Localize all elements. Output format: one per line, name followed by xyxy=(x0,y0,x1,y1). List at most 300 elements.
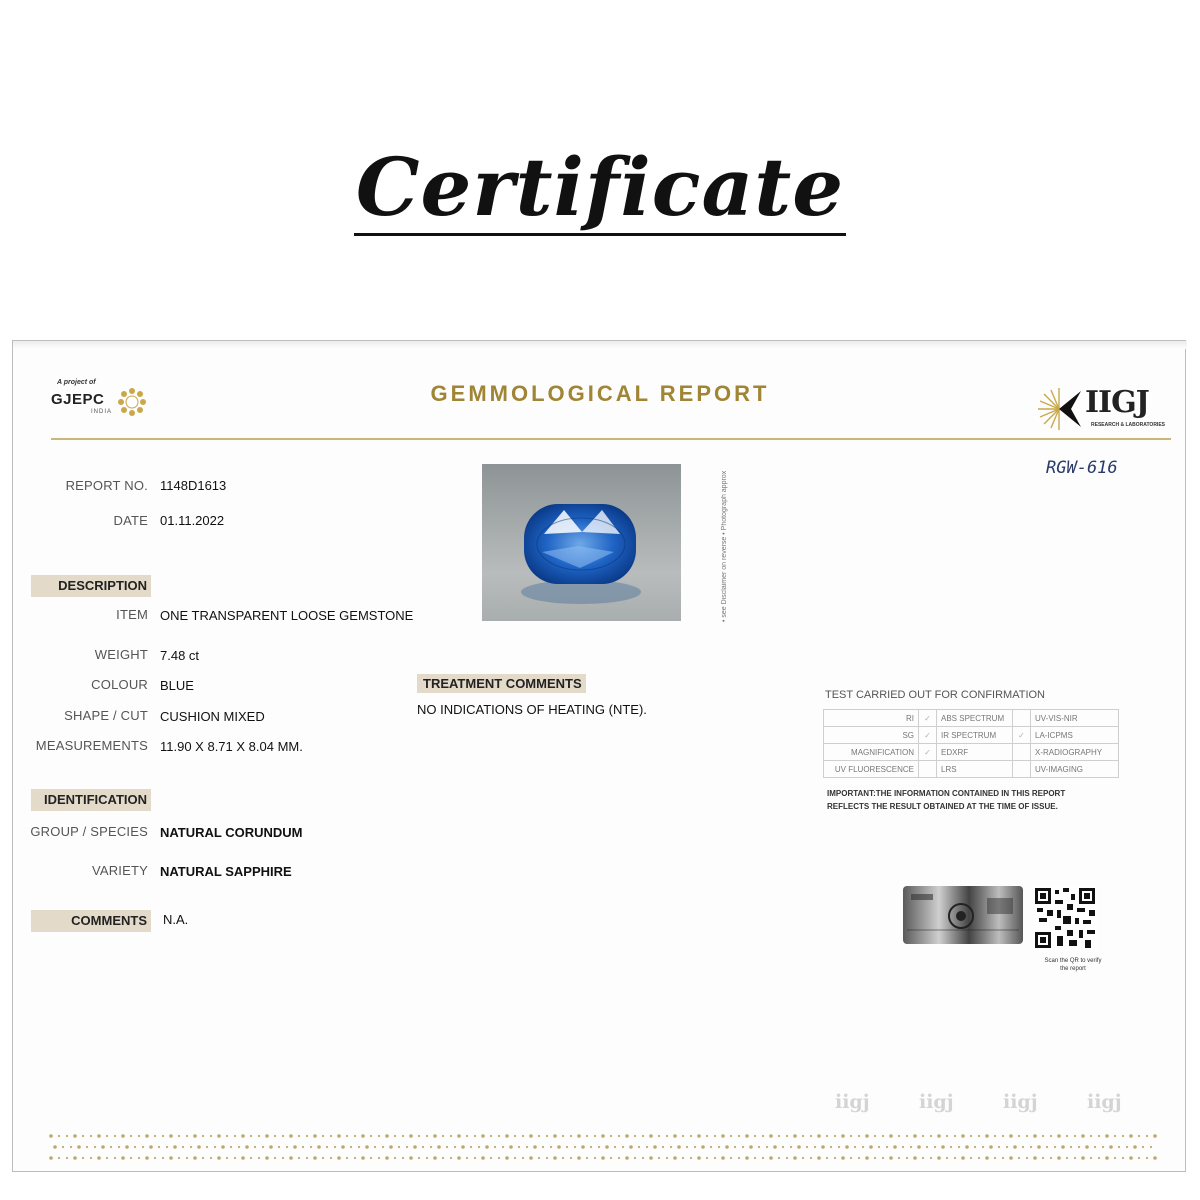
decorative-dot xyxy=(234,1135,236,1137)
decorative-dot xyxy=(334,1146,336,1148)
decorative-dot xyxy=(145,1156,149,1160)
decorative-dot xyxy=(169,1134,173,1138)
decorative-dot xyxy=(946,1135,948,1137)
decorative-dot xyxy=(946,1157,948,1159)
decorative-dot xyxy=(346,1157,348,1159)
decorative-dot xyxy=(625,1134,629,1138)
important-text: THE INFORMATION CONTAINED IN THIS REPORT REFLECTS THE RESULT OBTAINED AT THE TIME OF ISSUE. xyxy=(827,789,1066,811)
decorative-dot xyxy=(330,1135,332,1137)
decorative-dot xyxy=(73,1156,77,1160)
decorative-dot xyxy=(1009,1156,1013,1160)
decorative-dot xyxy=(498,1157,500,1159)
decorative-dot xyxy=(769,1134,773,1138)
gemstone-photo xyxy=(482,464,681,621)
decorative-dot xyxy=(730,1157,732,1159)
decorative-dot xyxy=(970,1157,972,1159)
decorative-dot xyxy=(778,1135,780,1137)
decorative-dot xyxy=(694,1146,696,1148)
decorative-dot xyxy=(337,1134,341,1138)
decorative-dot xyxy=(773,1145,777,1149)
decorative-dot xyxy=(893,1145,897,1149)
decorative-dot xyxy=(350,1146,352,1148)
decorative-dot xyxy=(834,1135,836,1137)
decorative-dot xyxy=(221,1145,225,1149)
tests-row xyxy=(824,727,1119,744)
decorative-dot xyxy=(878,1146,880,1148)
decorative-dot xyxy=(322,1135,324,1137)
decorative-dot xyxy=(538,1135,540,1137)
decorative-dot xyxy=(841,1156,845,1160)
decorative-dot xyxy=(1070,1146,1072,1148)
decorative-dot xyxy=(234,1157,236,1159)
decorative-dot xyxy=(282,1135,284,1137)
decorative-dot xyxy=(437,1145,441,1149)
decorative-dot xyxy=(114,1157,116,1159)
decorative-dot xyxy=(649,1156,653,1160)
decorative-dot xyxy=(546,1135,548,1137)
decorative-dot xyxy=(838,1146,840,1148)
decorative-dot xyxy=(821,1145,825,1149)
decorative-dot xyxy=(898,1157,900,1159)
decorative-dot xyxy=(70,1146,72,1148)
decorative-dot xyxy=(982,1146,984,1148)
decorative-dot xyxy=(1109,1145,1113,1149)
decorative-dot xyxy=(370,1157,372,1159)
decorative-dot xyxy=(758,1146,760,1148)
decorative-dot xyxy=(1098,1135,1100,1137)
decorative-dot xyxy=(306,1157,308,1159)
decorative-dot xyxy=(206,1146,208,1148)
decorative-dot xyxy=(186,1135,188,1137)
decorative-dot xyxy=(570,1135,572,1137)
decorative-dot xyxy=(202,1157,204,1159)
test-cell: RI xyxy=(824,710,919,727)
decorative-dot xyxy=(1094,1146,1096,1148)
decorative-dot xyxy=(101,1145,105,1149)
decorative-dot xyxy=(214,1146,216,1148)
decorative-dot xyxy=(1102,1146,1104,1148)
decorative-dot xyxy=(442,1157,444,1159)
decorative-dot xyxy=(49,1134,53,1138)
sapphire-gem-image xyxy=(482,464,681,621)
decorative-dot xyxy=(658,1135,660,1137)
decorative-dot xyxy=(154,1157,156,1159)
decorative-dot xyxy=(686,1146,688,1148)
colour-label: COLOUR xyxy=(91,677,148,692)
decorative-dot xyxy=(370,1135,372,1137)
decorative-dot xyxy=(365,1145,369,1149)
decorative-dot xyxy=(634,1157,636,1159)
decorative-dot xyxy=(118,1146,120,1148)
decorative-dot xyxy=(481,1134,485,1138)
decorative-dot xyxy=(1081,1134,1085,1138)
decorative-dot xyxy=(1066,1157,1068,1159)
decorative-dot xyxy=(714,1157,716,1159)
decorative-dot xyxy=(922,1157,924,1159)
decorative-dot xyxy=(457,1134,461,1138)
decorative-dot xyxy=(706,1135,708,1137)
decorative-dot xyxy=(642,1157,644,1159)
decorative-dot xyxy=(1033,1134,1037,1138)
test-check: ✓ xyxy=(919,744,937,761)
decorative-dot xyxy=(882,1157,884,1159)
decorative-dot xyxy=(481,1156,485,1160)
decorative-dot xyxy=(786,1157,788,1159)
decorative-dot xyxy=(238,1146,240,1148)
decorative-dot xyxy=(762,1157,764,1159)
group-label: GROUP / SPECIES xyxy=(30,824,148,839)
decorative-dot xyxy=(1105,1156,1109,1160)
decorative-dot xyxy=(509,1145,513,1149)
decorative-dot xyxy=(361,1156,365,1160)
decorative-dot xyxy=(389,1145,393,1149)
decorative-dot xyxy=(802,1135,804,1137)
decorative-dot xyxy=(850,1135,852,1137)
decorative-dot xyxy=(341,1145,345,1149)
decorative-dot xyxy=(134,1146,136,1148)
certificate-sheet xyxy=(12,340,1186,1172)
test-cell: X-RADIOGRAPHY xyxy=(1031,744,1119,761)
decorative-dot xyxy=(1129,1156,1133,1160)
decorative-dot xyxy=(337,1156,341,1160)
decorative-dot xyxy=(358,1146,360,1148)
decorative-dot xyxy=(697,1156,701,1160)
decorative-dot xyxy=(1030,1146,1032,1148)
decorative-dot xyxy=(817,1156,821,1160)
decorative-dot xyxy=(994,1135,996,1137)
decorative-dot xyxy=(110,1146,112,1148)
decorative-dot xyxy=(313,1156,317,1160)
decorative-dot xyxy=(906,1135,908,1137)
report-heading: GEMMOLOGICAL REPORT xyxy=(430,381,770,406)
decorative-dot xyxy=(566,1146,568,1148)
decorative-dot xyxy=(409,1134,413,1138)
item-label: ITEM xyxy=(116,607,148,622)
decorative-dot xyxy=(518,1146,520,1148)
decorative-dot xyxy=(1050,1135,1052,1137)
decorative-dot xyxy=(53,1145,57,1149)
decorative-dot xyxy=(310,1146,312,1148)
decorative-dot xyxy=(706,1157,708,1159)
qr-code-icon[interactable] xyxy=(1033,886,1097,950)
decorative-dot xyxy=(666,1135,668,1137)
test-cell: UV-IMAGING xyxy=(1031,761,1119,778)
page-title-text: Certificate xyxy=(355,140,845,234)
decorative-dot xyxy=(865,1156,869,1160)
decorative-dot xyxy=(226,1135,228,1137)
decorative-dot xyxy=(673,1134,677,1138)
decorative-dot xyxy=(886,1146,888,1148)
decorative-dot xyxy=(186,1157,188,1159)
decorative-dot xyxy=(653,1145,657,1149)
decorative-dot xyxy=(1018,1157,1020,1159)
tests-table xyxy=(823,709,1119,778)
decorative-dot xyxy=(858,1157,860,1159)
decorative-dot xyxy=(466,1135,468,1137)
decorative-dot xyxy=(718,1146,720,1148)
decorative-dot xyxy=(378,1157,380,1159)
decorative-dot xyxy=(1090,1135,1092,1137)
variety-label: VARIETY xyxy=(91,863,148,878)
decorative-dot xyxy=(961,1134,965,1138)
decorative-dot xyxy=(1153,1134,1157,1138)
decorative-dot xyxy=(422,1146,424,1148)
group-value: NATURAL CORUNDUM xyxy=(160,825,303,840)
test-check xyxy=(919,761,937,778)
decorative-dot xyxy=(121,1134,125,1138)
decorative-dot xyxy=(989,1145,993,1149)
decorative-dot xyxy=(154,1135,156,1137)
decorative-dot xyxy=(598,1146,600,1148)
decorative-dot-border xyxy=(47,1131,1157,1165)
decorative-dot xyxy=(1042,1157,1044,1159)
decorative-dot xyxy=(145,1134,149,1138)
decorative-dot xyxy=(738,1157,740,1159)
decorative-dot xyxy=(638,1146,640,1148)
decorative-dot xyxy=(433,1134,437,1138)
decorative-dot xyxy=(1129,1134,1133,1138)
decorative-dot xyxy=(193,1156,197,1160)
qr-caption: Scan the QR to verify the report xyxy=(1044,958,1102,972)
decorative-dot xyxy=(646,1146,648,1148)
decorative-dot xyxy=(1026,1157,1028,1159)
decorative-dot xyxy=(1114,1135,1116,1137)
decorative-dot xyxy=(286,1146,288,1148)
decorative-dot xyxy=(66,1157,68,1159)
decorative-dot xyxy=(210,1157,212,1159)
decorative-dot xyxy=(769,1156,773,1160)
test-check xyxy=(1013,761,1031,778)
decorative-dot xyxy=(625,1156,629,1160)
decorative-dot xyxy=(474,1157,476,1159)
test-cell: IR SPECTRUM xyxy=(937,727,1013,744)
decorative-dot xyxy=(682,1157,684,1159)
decorative-dot xyxy=(90,1157,92,1159)
decorative-dot xyxy=(66,1135,68,1137)
decorative-dot xyxy=(58,1157,60,1159)
decorative-dot xyxy=(658,1157,660,1159)
decorative-dot xyxy=(258,1135,260,1137)
decorative-dot xyxy=(166,1146,168,1148)
decorative-dot xyxy=(725,1145,729,1149)
decorative-dot xyxy=(682,1135,684,1137)
decorative-dot xyxy=(1098,1157,1100,1159)
treatment-heading: TREATMENT COMMENTS xyxy=(417,674,586,693)
treatment-value: NO INDICATIONS OF HEATING (NTE). xyxy=(417,702,647,717)
decorative-dot xyxy=(450,1135,452,1137)
decorative-dot xyxy=(361,1134,365,1138)
decorative-dot xyxy=(418,1135,420,1137)
decorative-dot xyxy=(1018,1135,1020,1137)
decorative-dot xyxy=(937,1134,941,1138)
decorative-dot xyxy=(841,1134,845,1138)
decorative-dot xyxy=(1085,1145,1089,1149)
decorative-dot xyxy=(394,1157,396,1159)
decorative-dot xyxy=(354,1157,356,1159)
decorative-dot xyxy=(1046,1146,1048,1148)
decorative-dot xyxy=(858,1135,860,1137)
decorative-dot xyxy=(941,1145,945,1149)
decorative-dot xyxy=(594,1157,596,1159)
decorative-dot xyxy=(250,1135,252,1137)
decorative-dot xyxy=(505,1156,509,1160)
decorative-dot xyxy=(474,1135,476,1137)
decorative-dot xyxy=(874,1157,876,1159)
decorative-dot xyxy=(398,1146,400,1148)
test-check: ✓ xyxy=(919,710,937,727)
decorative-dot xyxy=(138,1135,140,1137)
decorative-dot xyxy=(677,1145,681,1149)
decorative-dot xyxy=(454,1146,456,1148)
decorative-dot xyxy=(470,1146,472,1148)
decorative-dot xyxy=(274,1135,276,1137)
decorative-dot xyxy=(954,1135,956,1137)
decorative-dot xyxy=(586,1135,588,1137)
decorative-dot xyxy=(961,1156,965,1160)
decorative-dot xyxy=(413,1145,417,1149)
decorative-dot xyxy=(697,1134,701,1138)
decorative-dot xyxy=(406,1146,408,1148)
decorative-dot xyxy=(402,1157,404,1159)
decorative-dot xyxy=(210,1135,212,1137)
decorative-dot xyxy=(930,1157,932,1159)
test-cell: UV FLUORESCENCE xyxy=(824,761,919,778)
decorative-dot xyxy=(374,1146,376,1148)
test-cell: MAGNIFICATION xyxy=(824,744,919,761)
decorative-dot xyxy=(594,1135,596,1137)
decorative-dot xyxy=(197,1145,201,1149)
colour-value: BLUE xyxy=(160,678,194,693)
test-cell: SG xyxy=(824,727,919,744)
decorative-dot xyxy=(182,1146,184,1148)
decorative-dot xyxy=(797,1145,801,1149)
decorative-dot xyxy=(82,1135,84,1137)
decorative-dot xyxy=(114,1135,116,1137)
decorative-dot xyxy=(433,1156,437,1160)
decorative-dot xyxy=(830,1146,832,1148)
decorative-dot xyxy=(902,1146,904,1148)
decorative-dot xyxy=(934,1146,936,1148)
page-title xyxy=(0,140,1200,236)
important-note xyxy=(827,787,1107,813)
test-cell: ABS SPECTRUM xyxy=(937,710,1013,727)
decorative-dot xyxy=(317,1145,321,1149)
decorative-dot xyxy=(906,1157,908,1159)
decorative-dot xyxy=(1009,1134,1013,1138)
decorative-dot xyxy=(854,1146,856,1148)
decorative-dot xyxy=(806,1146,808,1148)
decorative-dot xyxy=(666,1157,668,1159)
decorative-dot xyxy=(701,1145,705,1149)
iigj-subtitle: RESEARCH & LABORATORIES xyxy=(1091,422,1165,428)
decorative-dot xyxy=(193,1134,197,1138)
decorative-dot xyxy=(834,1157,836,1159)
decorative-dot xyxy=(1050,1157,1052,1159)
test-cell: UV-VIS-NIR xyxy=(1031,710,1119,727)
decorative-dot xyxy=(745,1134,749,1138)
decorative-dot xyxy=(922,1135,924,1137)
decorative-dot xyxy=(313,1134,317,1138)
decorative-dot xyxy=(850,1157,852,1159)
decorative-dot xyxy=(889,1156,893,1160)
decorative-dot xyxy=(302,1146,304,1148)
decorative-dot xyxy=(954,1157,956,1159)
decorative-dot xyxy=(786,1135,788,1137)
decorative-dot xyxy=(466,1157,468,1159)
decorative-dot xyxy=(913,1134,917,1138)
decorative-dot xyxy=(226,1157,228,1159)
decorative-dot xyxy=(882,1135,884,1137)
decorative-dot xyxy=(77,1145,81,1149)
decorative-dot xyxy=(1022,1146,1024,1148)
hologram-sticker xyxy=(903,886,1023,944)
decorative-dot xyxy=(254,1146,256,1148)
decorative-dot xyxy=(354,1135,356,1137)
decorative-dot xyxy=(562,1135,564,1137)
tests-row xyxy=(824,761,1119,778)
decorative-dot xyxy=(494,1146,496,1148)
decorative-dot xyxy=(865,1134,869,1138)
decorative-dot xyxy=(1146,1135,1148,1137)
decorative-dot xyxy=(514,1135,516,1137)
decorative-dot xyxy=(826,1157,828,1159)
gjepc-tagline: A project of xyxy=(57,379,96,386)
tests-title: TEST CARRIED OUT FOR CONFIRMATION xyxy=(825,689,1046,701)
decorative-dot xyxy=(817,1134,821,1138)
decorative-dot xyxy=(590,1146,592,1148)
decorative-dot xyxy=(1042,1135,1044,1137)
decorative-dot xyxy=(1002,1157,1004,1159)
decorative-dot xyxy=(202,1135,204,1137)
decorative-dot xyxy=(577,1134,581,1138)
decorative-dot xyxy=(998,1146,1000,1148)
decorative-dot xyxy=(1002,1135,1004,1137)
decorative-dot xyxy=(649,1134,653,1138)
decorative-dot xyxy=(889,1134,893,1138)
decorative-dot xyxy=(250,1157,252,1159)
decorative-dot xyxy=(409,1156,413,1160)
important-label: IMPORTANT: xyxy=(827,789,876,798)
decorative-dot xyxy=(262,1146,264,1148)
decorative-dot xyxy=(533,1145,537,1149)
test-check: ✓ xyxy=(1013,727,1031,744)
decorative-dot xyxy=(1026,1135,1028,1137)
decorative-dot xyxy=(974,1146,976,1148)
decorative-dot xyxy=(721,1134,725,1138)
report-no-label: REPORT NO. xyxy=(65,478,148,493)
decorative-dot xyxy=(1081,1156,1085,1160)
decorative-dot xyxy=(1013,1145,1017,1149)
decorative-dot xyxy=(1146,1157,1148,1159)
date-value: 01.11.2022 xyxy=(160,513,225,528)
decorative-dot xyxy=(1114,1157,1116,1159)
decorative-dot xyxy=(670,1146,672,1148)
comments-heading: COMMENTS xyxy=(31,910,151,932)
decorative-dot xyxy=(1066,1135,1068,1137)
decorative-dot xyxy=(442,1135,444,1137)
decorative-dot xyxy=(634,1135,636,1137)
test-check xyxy=(1013,744,1031,761)
decorative-dot xyxy=(754,1157,756,1159)
decorative-dot xyxy=(162,1157,164,1159)
decorative-dot xyxy=(245,1145,249,1149)
decorative-dot xyxy=(450,1157,452,1159)
decorative-dot xyxy=(574,1146,576,1148)
decorative-dot xyxy=(1054,1146,1056,1148)
comments-value: N.A. xyxy=(163,912,189,927)
decorative-dot xyxy=(49,1156,53,1160)
decorative-dot xyxy=(173,1145,177,1149)
